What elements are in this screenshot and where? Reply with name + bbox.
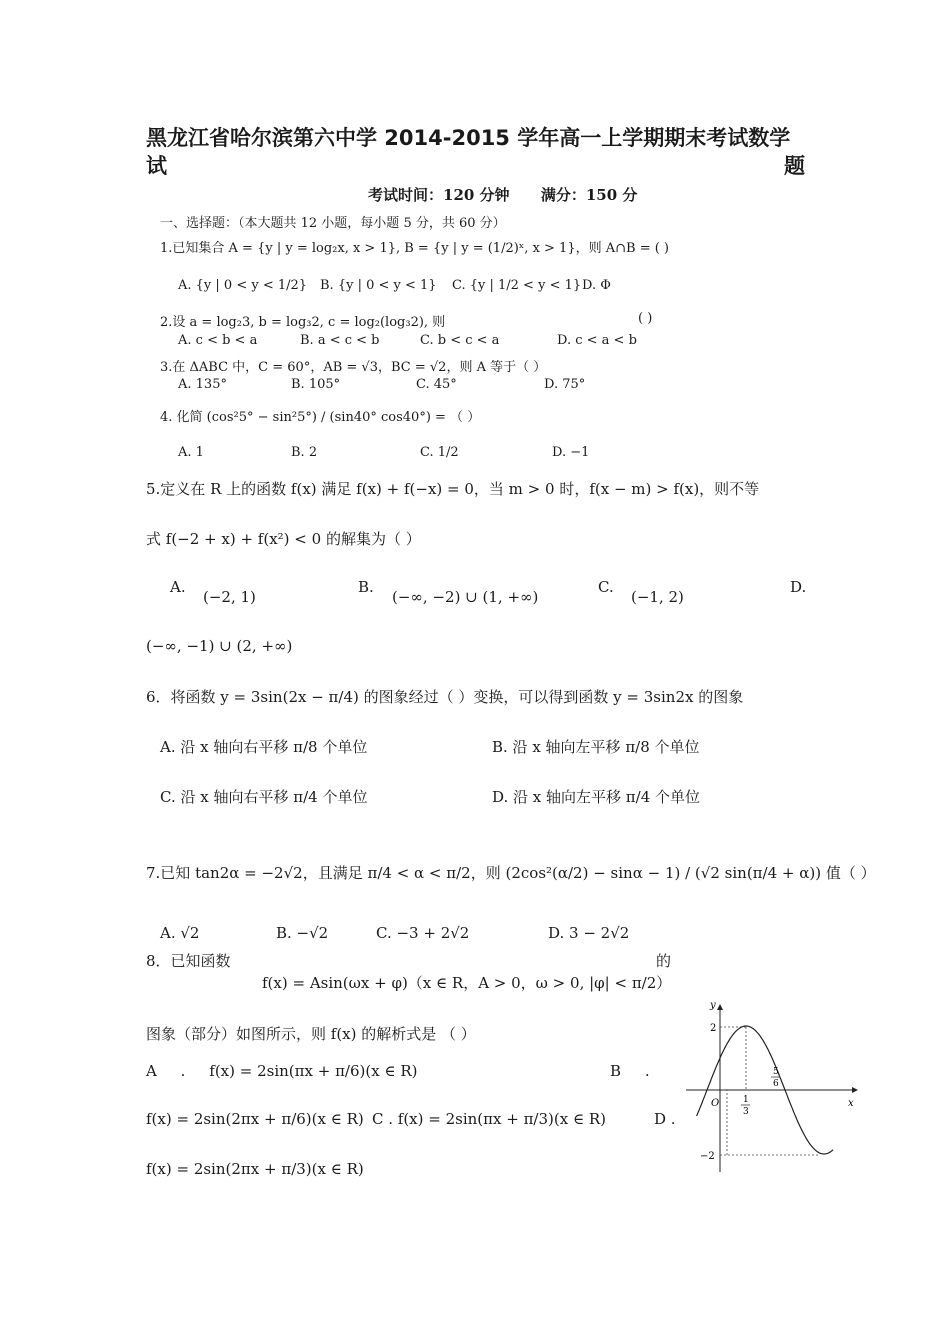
x-axis-arrow [852, 1087, 858, 1093]
q1-option-c: C. {y | 1/2 < y < 1} [452, 278, 582, 293]
q1-stem: 1.已知集合 A = {y | y = log₂x, x > 1}, B = {y | y = (1/2)ˣ, x > 1}，则 A∩B = ( ) [160, 241, 669, 256]
q5-option-a-label: A. [170, 578, 186, 596]
q8-stem-start: 8．已知函数 [146, 952, 231, 970]
x-tick1-den: 3 [743, 1107, 749, 1117]
q3-option-c: C. 45° [416, 377, 457, 392]
page-title: 黑龙江省哈尔滨第六中学 2014-2015 学年高一上学期期末考试数学 [146, 126, 791, 150]
x-tick2-num: 5 [773, 1067, 779, 1077]
q1-option-a: A. {y | 0 < y < 1/2} [178, 278, 308, 293]
q7-option-a: A. √2 [160, 924, 200, 942]
q7-option-d: D. 3 − 2√2 [548, 924, 630, 942]
q7-option-b: B. −√2 [276, 924, 329, 942]
page-title-line2-right: 题 [784, 154, 805, 178]
section-heading: 一、选择题：（本大题共 12 小题，每小题 5 分，共 60 分） [160, 216, 506, 231]
q3-option-b: B. 105° [291, 377, 341, 392]
q8-formula: f(x) = Asin(ωx + φ)（x ∈ R，A > 0，ω > 0, |φ| < π/2） [262, 974, 672, 992]
q6-option-d: D. 沿 x 轴向左平移 π/4 个单位 [492, 788, 701, 806]
q4-option-d: D. −1 [552, 445, 590, 460]
q5-option-a: (−2, 1) [203, 588, 256, 606]
y-axis-arrow [717, 1004, 723, 1010]
q8-option-d: f(x) = 2sin(2πx + π/3)(x ∈ R) [146, 1160, 364, 1178]
q7-option-c: C. −3 + 2√2 [376, 924, 470, 942]
q5-option-d-label: D. [790, 578, 807, 596]
q5-option-c-label: C. [598, 578, 614, 596]
q2-option-d: D. c < a < b [557, 333, 637, 348]
q5-stem-line1: 5.定义在 R 上的函数 f(x) 满足 f(x) + f(−x) = 0，当 m > 0 时，f(x − m) > f(x)，则不等 [146, 480, 760, 498]
q3-option-a: A. 135° [178, 377, 227, 392]
y-min-label: −2 [700, 1151, 715, 1162]
x-tick2-den: 6 [773, 1079, 779, 1089]
y-axis-label: y [710, 1002, 716, 1011]
q6-option-b: B. 沿 x 轴向左平移 π/8 个单位 [492, 738, 700, 756]
q7-stem: 7.已知 tan2α = −2√2，且满足 π/4 < α < π/2，则 (2cos²(α/2) − sinα − 1) / (√2 sin(π/4 + α)) 值（ ） [146, 864, 876, 882]
q4-option-b: B. 2 [291, 445, 318, 460]
q1-option-d: D. Φ [582, 278, 611, 293]
q6-option-c: C. 沿 x 轴向右平移 π/4 个单位 [160, 788, 368, 806]
q8-option-b-label: B . [610, 1062, 650, 1080]
q4-option-c: C. 1/2 [420, 445, 459, 460]
exam-info: 考试时间：120 分钟 满分：150 分 [368, 186, 638, 204]
q8-stem-line2: 图象（部分）如图所示，则 f(x) 的解析式是 （ ） [146, 1025, 476, 1043]
page-title-line2-left: 试 [146, 154, 167, 178]
q6-option-a: A. 沿 x 轴向右平移 π/8 个单位 [160, 738, 368, 756]
q5-option-d: (−∞, −1) ∪ (2, +∞) [146, 637, 293, 655]
q1-option-b: B. {y | 0 < y < 1} [320, 278, 437, 293]
q2-stem: 2.设 a = log₂3, b = log₃2, c = log₂(log₃2), 则 [160, 315, 446, 330]
origin-label: O [711, 1098, 720, 1109]
q5-option-c: (−1, 2) [631, 588, 684, 606]
q8-option-c: C . f(x) = 2sin(πx + π/3)(x ∈ R) [372, 1110, 606, 1128]
q4-stem: 4. 化简 (cos²5° − sin²5°) / (sin40° cos40°) = （ ） [160, 410, 481, 425]
x-tick1-num: 1 [743, 1095, 749, 1105]
q4-option-a: A. 1 [178, 445, 204, 460]
q6-stem: 6．将函数 y = 3sin(2x − π/4) 的图象经过（ ）变换，可以得到函数 y = 3sin2x 的图象 [146, 688, 744, 706]
q5-option-b: (−∞, −2) ∪ (1, +∞) [392, 588, 539, 606]
q8-de: 的 [656, 952, 672, 970]
q8-option-b: f(x) = 2sin(2πx + π/6)(x ∈ R) [146, 1110, 364, 1128]
q5-stem-line2: 式 f(−2 + x) + f(x²) < 0 的解集为（ ） [146, 530, 421, 548]
q3-option-d: D. 75° [544, 377, 586, 392]
y-max-label: 2 [710, 1023, 717, 1034]
sine-graph-figure [684, 1002, 860, 1174]
q3-stem: 3.在 ΔABC 中，C = 60°，AB = √3，BC = √2，则 A 等于（ ） [160, 360, 547, 375]
q2-option-a: A. c < b < a [178, 333, 258, 348]
q5-option-b-label: B. [358, 578, 374, 596]
q8-option-d-label: D . [654, 1110, 676, 1128]
q8-option-a: A . f(x) = 2sin(πx + π/6)(x ∈ R) [146, 1062, 418, 1080]
q2-paren: ( ) [638, 311, 653, 326]
x-axis-label: x [848, 1098, 854, 1109]
q2-option-b: B. a < c < b [300, 333, 380, 348]
q2-option-c: C. b < c < a [420, 333, 500, 348]
